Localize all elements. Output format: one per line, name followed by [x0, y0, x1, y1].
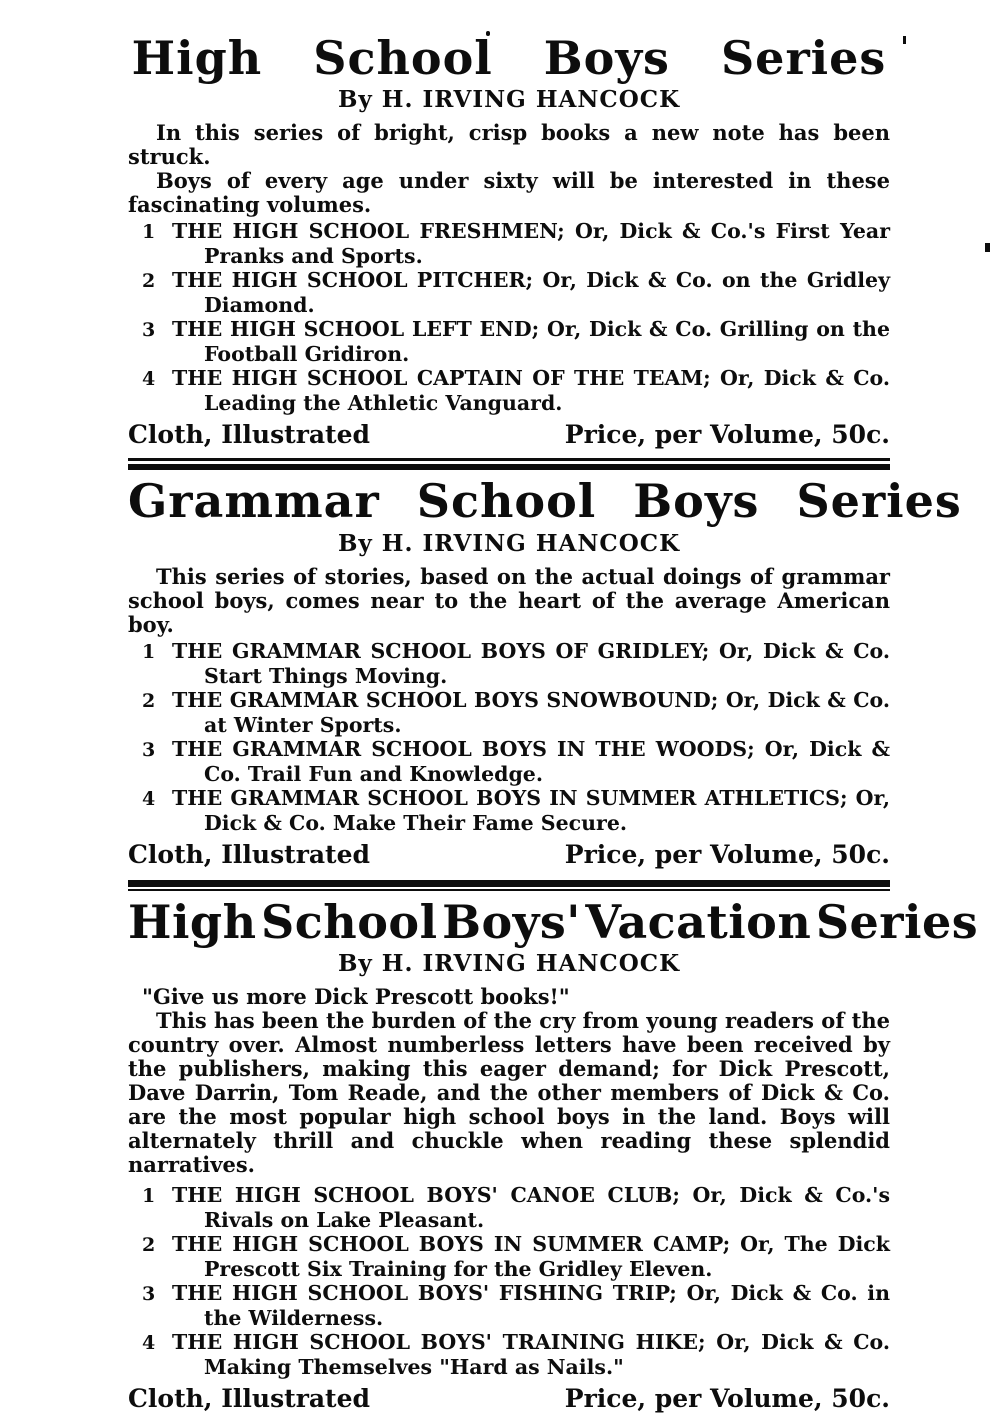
- price-note: Price, per Volume, 50c.: [564, 1383, 890, 1413]
- reader-quote: "Give us more Dick Prescott books!": [142, 983, 570, 1009]
- series-footer: [128, 1384, 890, 1413]
- book-title: THE HIGH SCHOOL FRESHMEN; Or, Dick & Co.'s First Year Pranks and Sports.: [172, 219, 890, 269]
- byline: By H. IRVING HANCOCK: [337, 86, 681, 114]
- book-title: THE GRAMMAR SCHOOL BOYS IN THE WOODS; Or, Dick & Co. Trail Fun and Knowledge.: [172, 736, 890, 786]
- book-title: THE GRAMMAR SCHOOL BOYS OF GRIDLEY; Or, Dick & Co. Start Things Moving.: [172, 638, 890, 688]
- book-item: [128, 1183, 890, 1232]
- section-divider-thick-rule: [128, 880, 890, 891]
- book-number: 2: [142, 270, 156, 293]
- series-footer: [128, 420, 890, 449]
- book-number: 4: [142, 368, 156, 391]
- intro-paragraph: In this series of bright, crisp books a new note has been struck.: [128, 120, 890, 170]
- book-item: [128, 1281, 890, 1330]
- book-number: 2: [142, 1233, 156, 1256]
- price-note: Price, per Volume, 50c.: [564, 420, 890, 450]
- book-item: [128, 366, 890, 415]
- book-title: THE HIGH SCHOOL PITCHER; Or, Dick & Co. on the Gridley Diamond.: [172, 268, 890, 318]
- book-item: [128, 219, 890, 268]
- section-grammar-school-boys-series: [128, 474, 962, 869]
- series-intro: [128, 985, 890, 1177]
- book-item: [128, 688, 890, 737]
- book-title: THE HIGH SCHOOL CAPTAIN OF THE TEAM; Or, Dick & Co. Leading the Athletic Vanguard.: [172, 366, 890, 416]
- book-title: THE HIGH SCHOOL BOYS' FISHING TRIP; Or, Dick & Co. in the Wilderness.: [172, 1280, 890, 1330]
- book-item: [128, 268, 890, 317]
- book-number: 3: [142, 738, 156, 761]
- series-title: High School Boys Series: [131, 31, 887, 85]
- series-intro: [128, 121, 890, 217]
- byline: By H. IRVING HANCOCK: [337, 529, 681, 557]
- book-title: THE HIGH SCHOOL LEFT END; Or, Dick & Co. Grilling on the Football Gridiron.: [172, 317, 890, 367]
- series-intro: [128, 565, 890, 637]
- binding-note: Cloth, Illustrated: [128, 420, 370, 450]
- intro-paragraph: This series of stories, based on the actual doings of grammar school boys, comes near to the heart of the average American boy.: [128, 563, 890, 637]
- series-footer: [128, 840, 890, 869]
- binding-note: Cloth, Illustrated: [128, 839, 370, 869]
- intro-paragraph: Boys of every age under sixty will be interested in these fascinating volumes.: [128, 168, 890, 218]
- text-column: [128, 31, 979, 1415]
- book-number: 1: [142, 221, 156, 244]
- section-divider-double-rule: [128, 458, 890, 470]
- book-item: [128, 786, 890, 835]
- ink-speck: [903, 36, 906, 44]
- book-item: [128, 317, 890, 366]
- book-list: [128, 219, 890, 415]
- series-title: Grammar School Boys Series: [128, 474, 962, 529]
- book-number: 2: [142, 689, 156, 712]
- book-list: [128, 1183, 890, 1379]
- spacer: [128, 1177, 890, 1181]
- intro-paragraph: This has been the burden of the cry from young readers of the country over. Almost numberless letters have been received by the publishers, making this eager demand; for Dick Prescott, Dave Darrin, Tom Reade, and the other members of Dick & Co. are the most popular high school boys in the land. Boys will alternately thrill and chuckle when reading these splendid narratives.: [128, 1007, 890, 1177]
- section-high-school-boys-vacation-series: [128, 894, 979, 1413]
- book-number: 3: [142, 1282, 156, 1305]
- ink-speck: [985, 243, 990, 252]
- book-number: 1: [142, 640, 156, 663]
- binding-note: Cloth, Illustrated: [128, 1383, 370, 1413]
- book-list: [128, 639, 890, 835]
- book-item: [128, 737, 890, 786]
- book-title: THE HIGH SCHOOL BOYS' TRAINING HIKE; Or, Dick & Co. Making Themselves "Hard as Nails.": [172, 1329, 890, 1379]
- book-title: THE GRAMMAR SCHOOL BOYS SNOWBOUND; Or, Dick & Co. at Winter Sports.: [172, 687, 890, 737]
- book-number: 3: [142, 319, 156, 342]
- book-number: 4: [142, 1331, 156, 1354]
- book-title: THE HIGH SCHOOL BOYS' CANOE CLUB; Or, Dick & Co.'s Rivals on Lake Pleasant.: [172, 1182, 890, 1232]
- book-item: [128, 1232, 890, 1281]
- section-high-school-boys-series: [128, 31, 890, 450]
- series-title: High School Boys' Vacation Series: [128, 894, 979, 949]
- book-item: [128, 639, 890, 688]
- book-number: 4: [142, 787, 156, 810]
- book-number: 1: [142, 1184, 156, 1207]
- price-note: Price, per Volume, 50c.: [564, 839, 890, 869]
- book-title: THE GRAMMAR SCHOOL BOYS IN SUMMER ATHLETICS; Or, Dick & Co. Make Their Fame Secure.: [172, 785, 890, 835]
- book-title: THE HIGH SCHOOL BOYS IN SUMMER CAMP; Or, The Dick Prescott Six Training for the Gridley Eleven.: [172, 1231, 890, 1281]
- book-item: [128, 1330, 890, 1379]
- byline: By H. IRVING HANCOCK: [337, 949, 681, 977]
